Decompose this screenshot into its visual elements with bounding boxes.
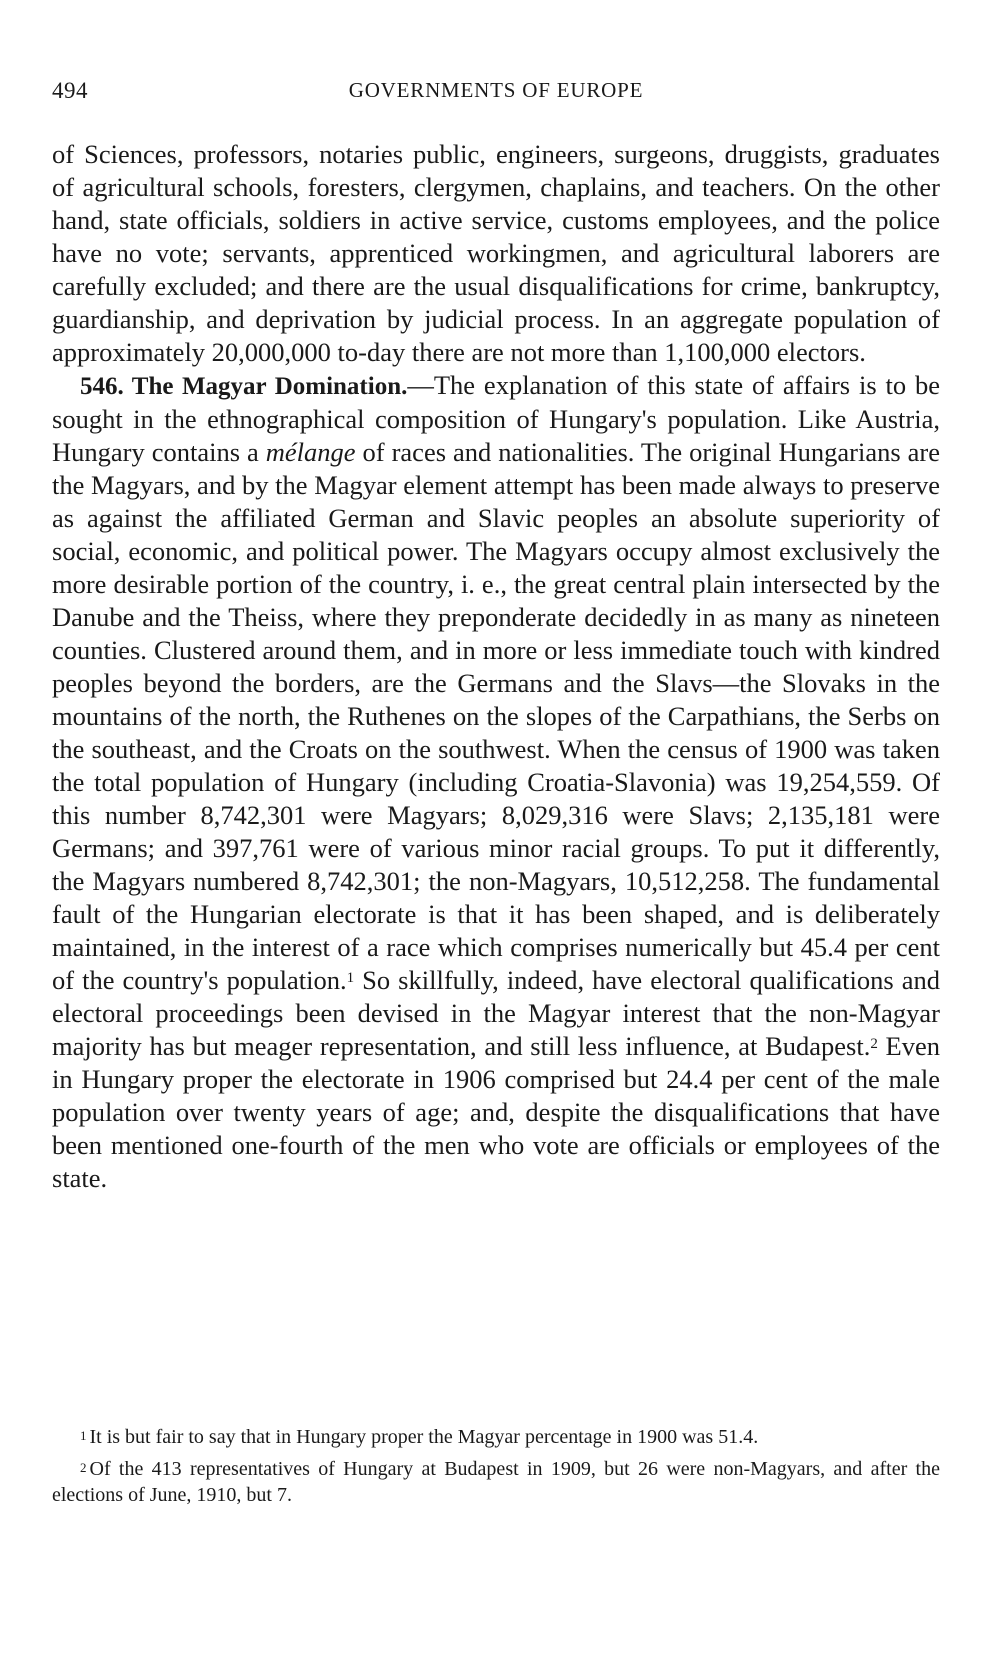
paragraph-text-d: Even in Hungary proper the electorate in 1906 comprised but 24.4 per cent of the male population over twenty years of age; and, despite the disqualifications that have been mentioned one-fourth of the men who vote are officials or employees of the state. bbox=[52, 1031, 941, 1193]
footnote-1 bbox=[52, 1424, 940, 1450]
footnotes bbox=[52, 1424, 940, 1514]
book-page bbox=[52, 0, 940, 1675]
running-head bbox=[52, 74, 940, 108]
paragraph-continuation-text: of Sciences, professors, notaries public, engineers, surgeons, druggists, graduates of agricultural schools, foresters, clergymen, chaplains, and teachers. On the other hand, state officials, soldiers in active service, customs employees, and the police have no vote; servants, apprenticed workingmen, and agricultural laborers are carefully excluded; and there are the usual disqualifications for crime, bankruptcy, guardianship, and deprivation by judicial process. In an aggregate population of approximately 20,000,000 to-day there are not more than 1,100,000 electors. bbox=[52, 139, 940, 367]
footnote-1-mark: 1 bbox=[80, 1428, 87, 1443]
paragraph-text-c: So skillfully, indeed, have electoral qualifications and electoral proceedings been devised in the Magyar interest that the non-Magyar majority has but meager representation, and still less influence, at Budapest. bbox=[52, 965, 940, 1061]
footnote-2-text: Of the 413 representatives of Hungary at Budapest in 1909, but 26 were non-Magyars, and after the elections of June, 1910, but 7. bbox=[52, 1458, 940, 1506]
paragraph-text-a: —The explanation of this state of affairs is to be sought in the ethnographical composition of Hungary's population. Like Austria, Hungary contains a bbox=[52, 370, 940, 467]
page-number: 494 bbox=[52, 78, 88, 103]
footnote-2 bbox=[52, 1456, 940, 1508]
body-text bbox=[52, 138, 940, 1195]
paragraph-continuation bbox=[52, 138, 940, 369]
section-heading: 546. The Magyar Domination. bbox=[80, 373, 408, 400]
footnote-1-text: It is but fair to say that in Hungary proper the Magyar percentage in 1900 was 51.4. bbox=[89, 1426, 759, 1448]
footnote-reference-2: 2 bbox=[870, 1036, 878, 1052]
footnote-reference-1: 1 bbox=[346, 970, 355, 986]
paragraph-text-b: of races and nationalities. The original Hungarians are the Magyars, and by the Magyar element attempt has been made always to preserve as against the affiliated German and Slavic peoples an absolute superiority of social, economic, and political power. The Magyars occupy almost exclusively the more desirable portion of the country, i. e., the great central plain intersected by the Danube and the Theiss, where they preponderate decidedly in as many as nineteen counties. Clustered around them, and in more or less immediate touch with kindred peoples beyond the borders, are the Germans and the Slavs—the Slovaks in the mountains of the north, the Ruthenes on the slopes of the Carpathians, the Serbs on the southeast, and the Croats on the southwest. When the census of 1900 was taken the total population of Hungary (including Croatia-Slavonia) was 19,254,559. Of this number 8,742,301 were Magyars; 8,029,316 were Slavs; 2,135,181 were Germans; and 397,761 were of various minor racial groups. To put it differently, the Magyars numbered 8,742,301; the non-Magyars, 10,512,258. The fundamental fault of the Hungarian electorate is that it has been shaped, and is deliberately maintained, in the interest of a race which comprises numerically but 45.4 per cent of the country's population. bbox=[52, 437, 940, 995]
italic-term: mélange bbox=[265, 437, 356, 467]
paragraph-magyar-domination bbox=[52, 369, 940, 1195]
running-title: GOVERNMENTS OF EUROPE bbox=[348, 78, 644, 102]
footnote-2-mark: 2 bbox=[80, 1460, 87, 1475]
